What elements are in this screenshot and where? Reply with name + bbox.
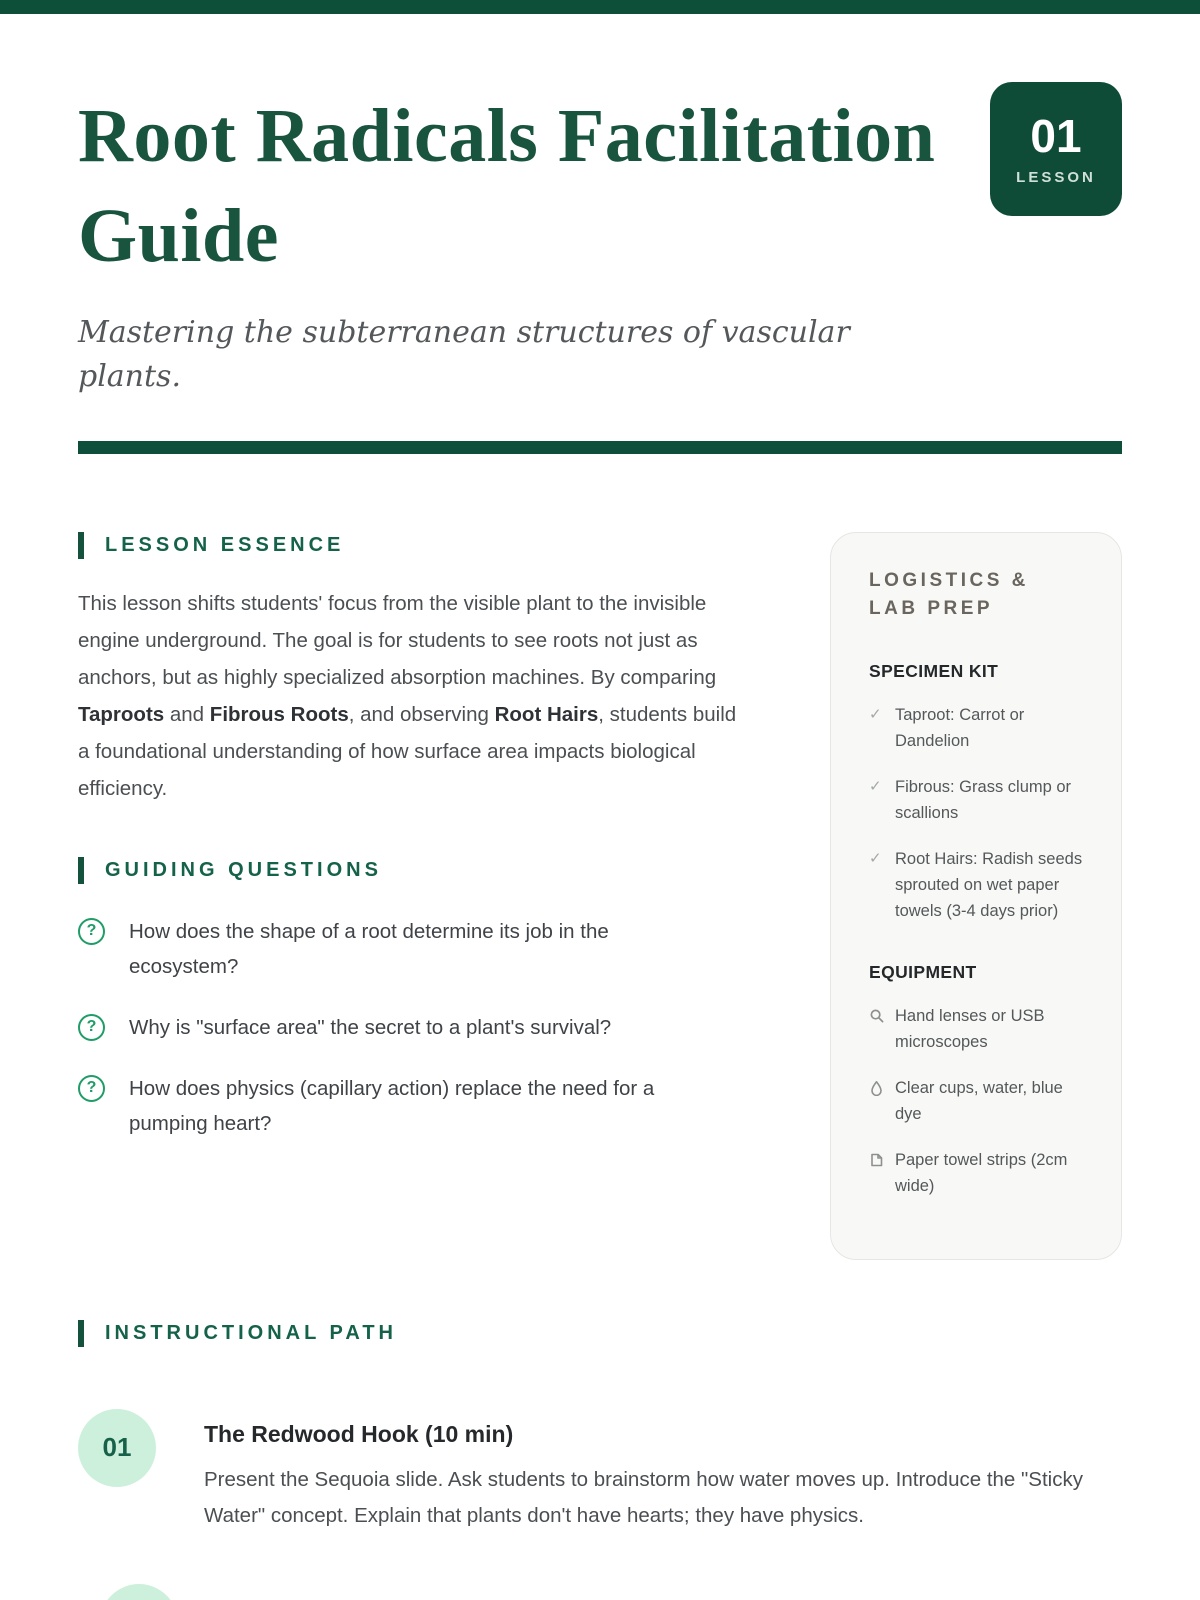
question-circle-icon: ? — [78, 918, 105, 945]
check-icon: ✓ — [869, 777, 882, 795]
section-lesson-essence-header — [78, 532, 738, 559]
question-text: How does physics (capillary action) replace the need for a pumping heart? — [129, 1076, 655, 1135]
question-item — [78, 1071, 738, 1141]
step-description: Present the Sequoia slide. Ask students to brainstorm how water moves up. Introduce the "Sticky Water" concept. Explain that plants don't have hearts; they have physics. — [204, 1467, 1083, 1527]
equipment-item-text: Paper towel strips (2cm wide) — [895, 1150, 1068, 1195]
specimen-kit-list — [869, 702, 1085, 924]
header-divider — [78, 441, 1122, 454]
main-columns — [78, 532, 1122, 1260]
section-title: LESSON ESSENCE — [105, 533, 345, 556]
lesson-badge-label: LESSON — [1016, 168, 1096, 186]
lesson-number: 01 — [1030, 109, 1082, 162]
equipment-item — [869, 1075, 1085, 1127]
page-title-line1: Root Radicals Facilitation — [78, 94, 936, 178]
equipment-item-text: Clear cups, water, blue dye — [895, 1078, 1063, 1123]
next-step-badge-peek — [100, 1584, 178, 1600]
step-number-badge: 01 — [78, 1409, 156, 1487]
kit-item-text: Fibrous: Grass clump or scallions — [895, 777, 1072, 822]
kit-item — [869, 702, 1085, 754]
question-item — [78, 1010, 738, 1045]
section-guiding-questions-header — [78, 857, 738, 884]
section-instructional-path-header — [78, 1320, 1122, 1347]
lesson-essence-paragraph: This lesson shifts students' focus from the visible plant to the invisible engine underground. The goal is for students to see roots not just as anchors, but as highly specialized absorption machines. By comparing Taproots and Fibrous Roots, and observing Root Hairs, students build a foundational understanding of how surface area impacts biological efficiency. — [78, 591, 737, 800]
hand-lens-icon — [869, 1003, 887, 1055]
droplet-icon — [869, 1075, 887, 1127]
question-circle-icon: ? — [78, 1075, 105, 1102]
equipment-list — [869, 1003, 1085, 1199]
path-step — [78, 1409, 1122, 1534]
question-circle-icon: ? — [78, 1014, 105, 1041]
equipment-heading: EQUIPMENT — [869, 961, 977, 982]
section-instructional-path — [78, 1320, 1122, 1600]
kit-item-text: Taproot: Carrot or Dandelion — [895, 705, 1025, 750]
question-item — [78, 914, 738, 984]
section-title: INSTRUCTIONAL PATH — [105, 1321, 397, 1344]
section-guiding-questions — [78, 857, 738, 1141]
step-body — [204, 1409, 1084, 1534]
equipment-item — [869, 1147, 1085, 1199]
section-title: GUIDING QUESTIONS — [105, 858, 382, 881]
page-title — [78, 86, 1122, 287]
question-text: How does the shape of a root determine its job in the ecosystem? — [129, 919, 609, 978]
section-accent-bar — [78, 1320, 84, 1347]
page-title-line2: Guide — [78, 194, 279, 279]
kit-item-text: Root Hairs: Radish seeds sprouted on wet paper towels (3-4 days prior) — [895, 849, 1083, 920]
masthead — [78, 0, 1122, 454]
lesson-number-badge — [990, 82, 1122, 216]
paper-strip-icon — [869, 1147, 887, 1199]
question-text: Why is "surface area" the secret to a plant's survival? — [129, 1015, 612, 1039]
step-title: The Redwood Hook (10 min) — [204, 1420, 514, 1447]
page-subtitle: Mastering the subterranean structures of vascular plants. — [78, 314, 850, 394]
question-list — [78, 914, 738, 1141]
equipment-item — [869, 1003, 1085, 1055]
kit-item — [869, 774, 1085, 826]
section-accent-bar — [78, 857, 84, 884]
section-accent-bar — [78, 532, 84, 559]
logistics-card-title: LOGISTICS & LAB PREP — [869, 569, 1029, 619]
specimen-kit-heading: SPECIMEN KIT — [869, 660, 999, 681]
kit-item — [869, 846, 1085, 924]
main-column — [78, 532, 738, 1167]
check-icon: ✓ — [869, 849, 882, 867]
check-icon: ✓ — [869, 705, 882, 723]
equipment-item-text: Hand lenses or USB microscopes — [895, 1006, 1045, 1051]
logistics-card — [830, 532, 1122, 1260]
